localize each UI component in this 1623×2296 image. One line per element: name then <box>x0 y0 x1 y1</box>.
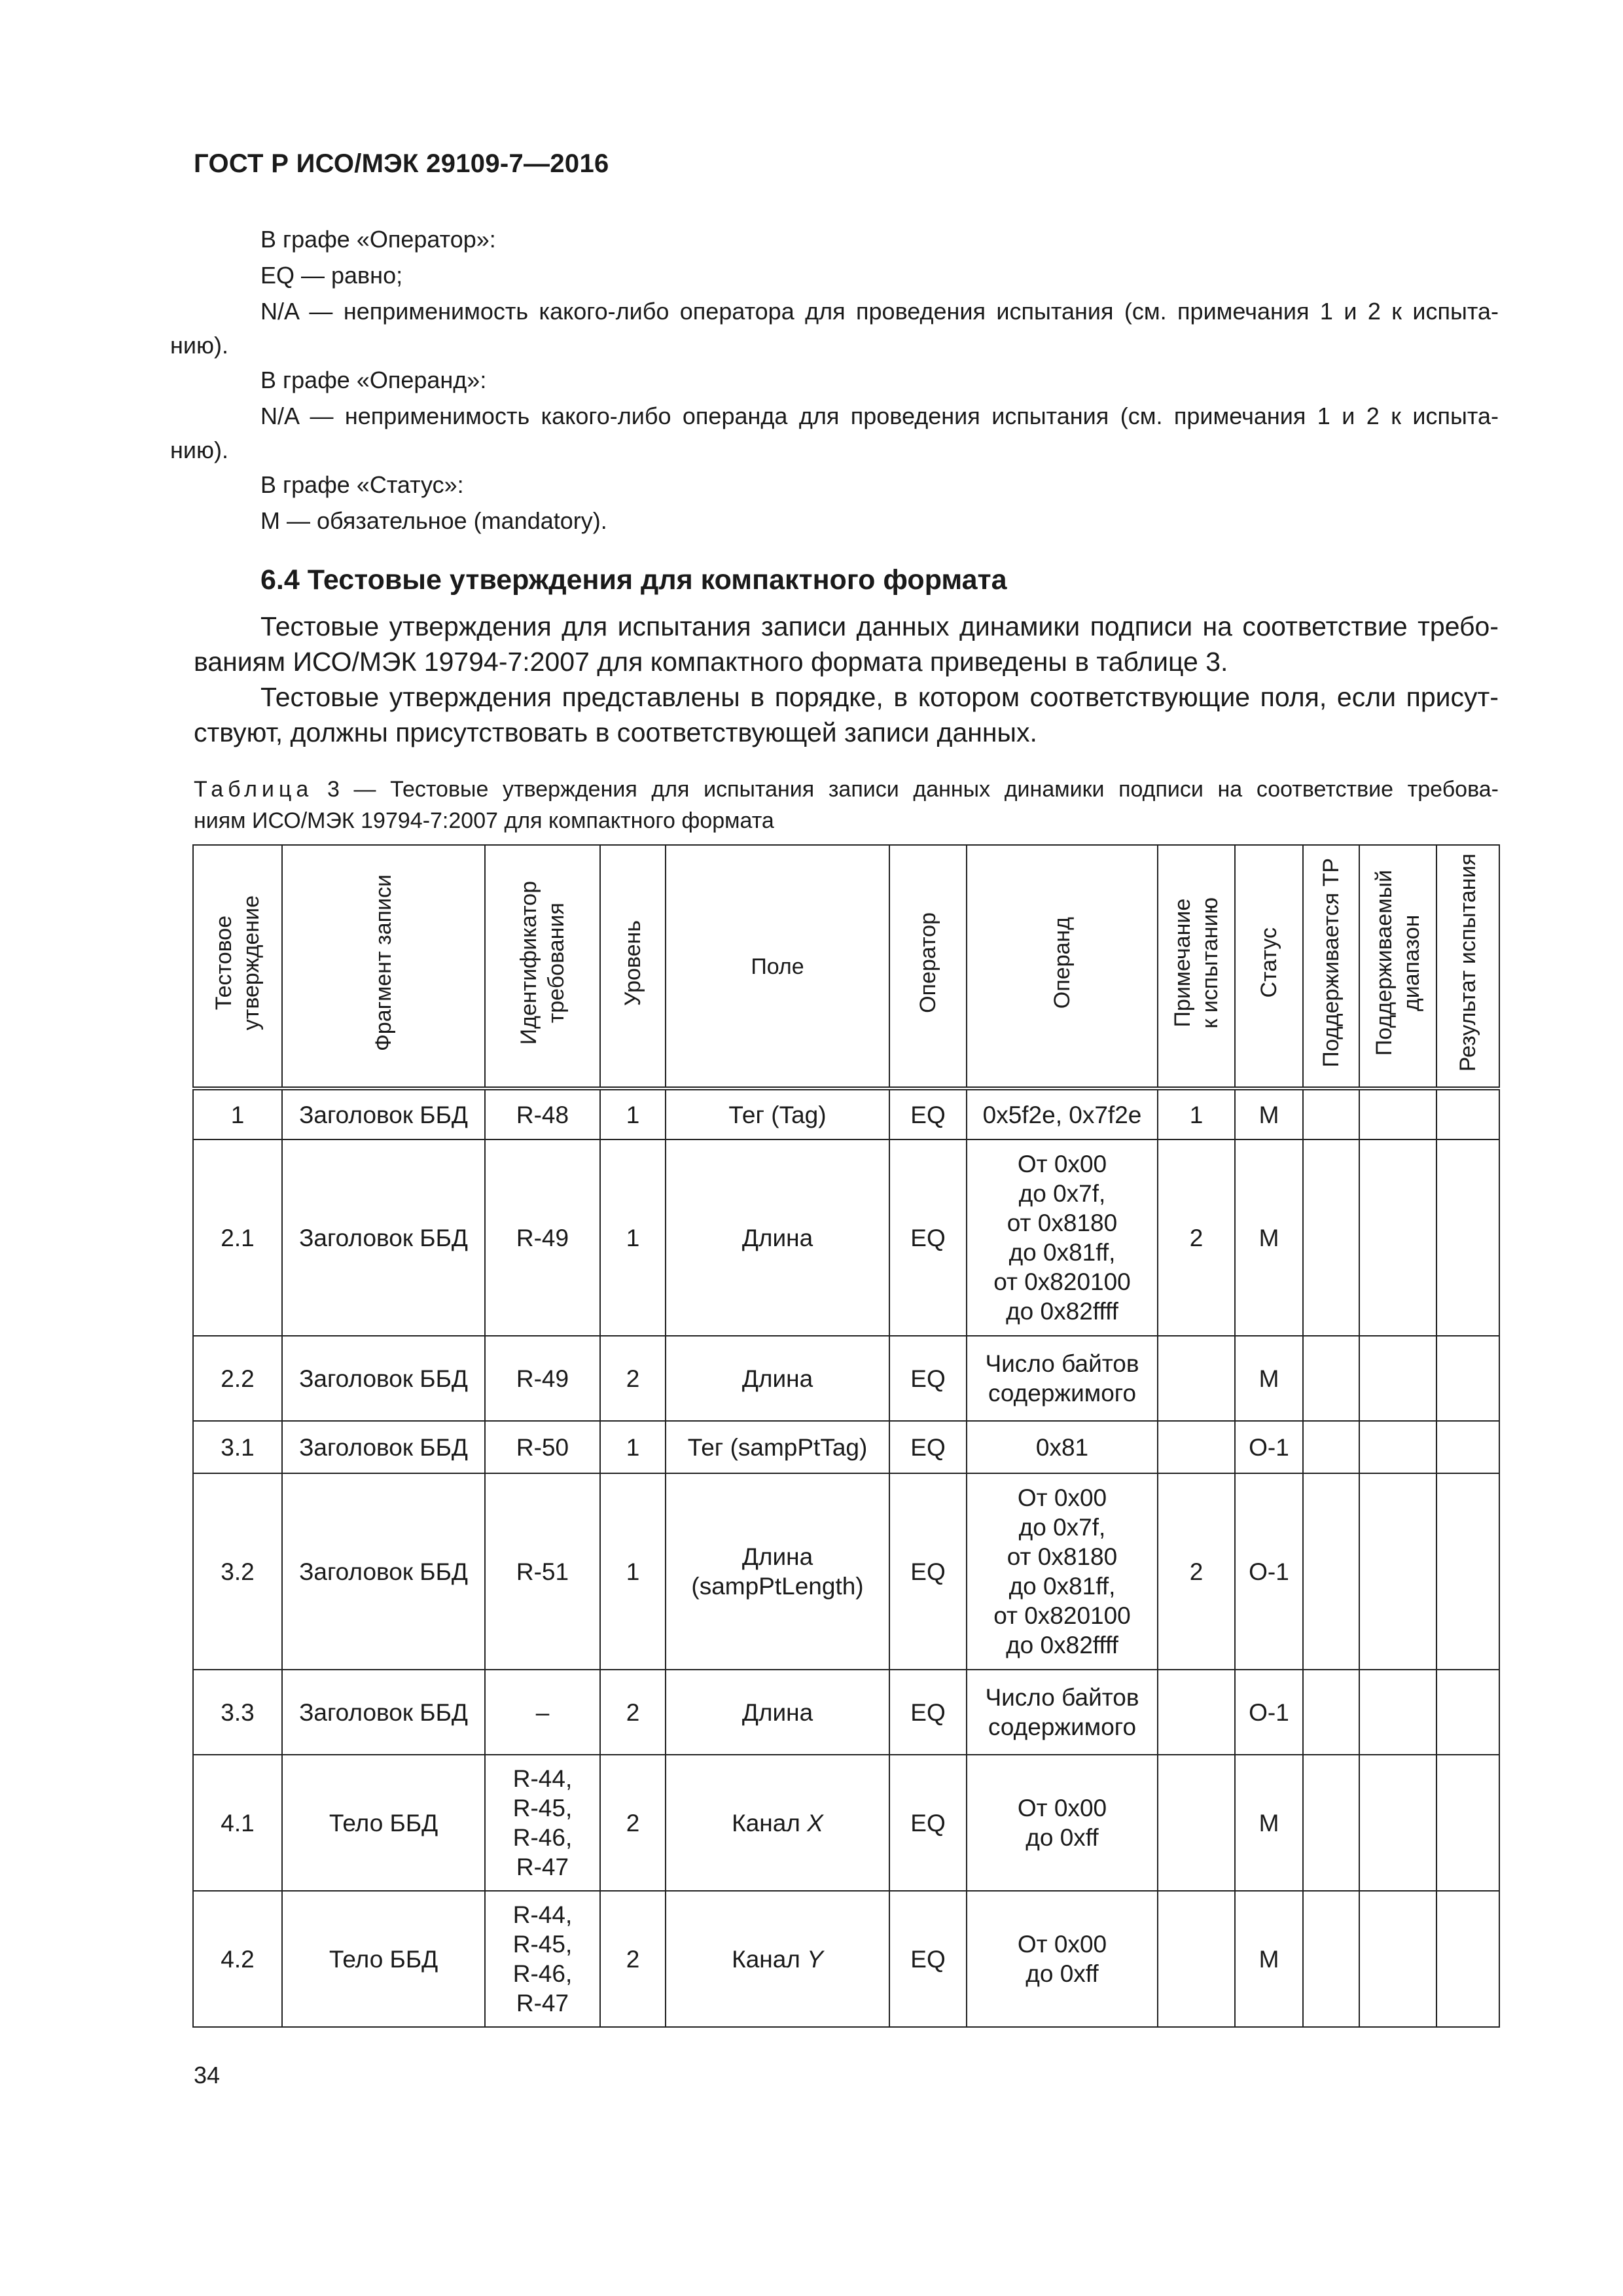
table-row <box>193 1891 1499 2027</box>
header-label: Поле <box>751 954 804 979</box>
table-cell <box>666 1336 889 1421</box>
table-row <box>193 1421 1499 1473</box>
table-cell <box>666 1088 889 1139</box>
table-caption <box>194 774 1499 836</box>
cell-text: Заголовок ББД <box>299 1698 468 1726</box>
cell-text: R-49 <box>516 1365 569 1392</box>
header-cell <box>889 845 967 1088</box>
paragraph-line: Тестовые утверждения для испытания записи данных динамики подписи на соответствие требо- <box>260 611 1499 641</box>
cell-text: Заголовок ББД <box>299 1101 468 1128</box>
channel-letter: Y <box>807 1945 823 1973</box>
cell-text: 4.1 <box>221 1809 255 1837</box>
section-paragraph-1 <box>194 609 1499 679</box>
cell-text: M <box>1258 1101 1279 1128</box>
cell-text: Заголовок ББД <box>299 1224 468 1251</box>
table-row <box>193 1336 1499 1421</box>
table-cell <box>1303 1473 1359 1670</box>
header-cell <box>1303 845 1359 1088</box>
cell-text: EQ <box>910 1945 946 1973</box>
cell-text: R-48 <box>516 1101 569 1128</box>
table-cell <box>666 1755 889 1891</box>
paragraph-status-heading: В графе «Статус»: <box>260 471 464 498</box>
table-cell <box>600 1336 666 1421</box>
table-cell <box>1436 1421 1499 1473</box>
table-cell <box>1436 1139 1499 1336</box>
cell-text: R-44, R-45, R-46, R-47 <box>512 1765 573 1880</box>
table-cell <box>600 1473 666 1670</box>
table-header-row <box>193 845 1499 1088</box>
table-row <box>193 1473 1499 1670</box>
cell-text: Длина <box>741 1365 813 1392</box>
table-cell <box>193 1670 282 1755</box>
cell-text: Длина <box>741 1224 813 1251</box>
page-number: 34 <box>194 2062 221 2089</box>
cell-text: – <box>535 1698 550 1726</box>
table-cell <box>1359 1336 1436 1421</box>
table-cell <box>967 1473 1158 1670</box>
table-cell <box>1235 1670 1303 1755</box>
table-cell <box>193 1473 282 1670</box>
header-label: Поддерживаемый диапазон <box>1372 869 1424 1056</box>
cell-text: Число байтов содержимого <box>985 1350 1139 1407</box>
cell-text: 4.2 <box>221 1945 255 1973</box>
table-cell <box>1303 1755 1359 1891</box>
cell-text: От 0x00 до 0x7f, от 0x8180 до 0x81ff, от 0x820100 до 0x82ffff <box>993 1484 1131 1659</box>
table-cell <box>889 1473 967 1670</box>
table-cell <box>1436 1088 1499 1139</box>
section-paragraph-2 <box>194 679 1499 750</box>
paragraph-mandatory: M — обязательное (mandatory). <box>260 507 607 534</box>
cell-text: 0x5f2e, 0x7f2e <box>982 1101 1142 1128</box>
header-cell <box>1235 845 1303 1088</box>
cell-text: 3.1 <box>221 1433 255 1461</box>
cell-text: 2 <box>1189 1224 1204 1251</box>
table-cell <box>282 1336 485 1421</box>
cell-text: 1 <box>1189 1101 1204 1128</box>
cell-text: M <box>1258 1224 1279 1251</box>
header-label: Результат испытания <box>1455 853 1480 1072</box>
header-label: Операнд <box>1050 916 1075 1009</box>
table-cell <box>282 1891 485 2027</box>
channel-letter: X <box>807 1809 823 1837</box>
cell-text: R-49 <box>516 1224 569 1251</box>
table-cell <box>1158 1088 1235 1139</box>
table-cell <box>1436 1336 1499 1421</box>
caption-text: 3 — Тестовые утверждения для испытания записи данных динамики подписи на соответствие требова- <box>313 777 1499 802</box>
paragraph-line: ствуют, должны присутствовать в соответствующей записи данных. <box>194 717 1037 747</box>
table-cell <box>889 1139 967 1336</box>
cell-text: От 0x00 до 0xff <box>1017 1795 1107 1851</box>
table-cell <box>967 1336 1158 1421</box>
table-cell <box>1303 1421 1359 1473</box>
paragraph-na-operand <box>170 399 1499 467</box>
table-cell <box>1303 1670 1359 1755</box>
cell-text: EQ <box>910 1558 946 1585</box>
table-row <box>193 1670 1499 1755</box>
cell-text: 1 <box>626 1101 640 1128</box>
cell-text: Число байтов содержимого <box>985 1684 1139 1740</box>
cell-text: 2.1 <box>221 1224 255 1251</box>
table-cell <box>485 1891 600 2027</box>
cell-text: Тело ББД <box>329 1809 438 1837</box>
cell-text: 0x81 <box>1035 1433 1089 1461</box>
cell-text: Заголовок ББД <box>299 1365 468 1392</box>
header-cell <box>666 845 889 1088</box>
paragraph-line: Тестовые утверждения представлены в порядке, в котором соответствующие поля, если присут- <box>260 682 1499 712</box>
cell-text: 1 <box>626 1558 640 1585</box>
table-cell <box>967 1088 1158 1139</box>
table-cell <box>282 1421 485 1473</box>
paragraph-line: N/A — неприменимость какого-либо операнда для проведения испытания (см. примечания 1 и 2 к испыта- <box>260 403 1499 429</box>
table-cell <box>282 1670 485 1755</box>
table-cell <box>889 1421 967 1473</box>
table-cell <box>1158 1421 1235 1473</box>
cell-text: EQ <box>910 1433 946 1461</box>
table-cell <box>1359 1088 1436 1139</box>
caption-label: Таблица <box>194 777 313 802</box>
table-cell <box>1436 1755 1499 1891</box>
table-cell <box>282 1755 485 1891</box>
header-label: Оператор <box>916 912 940 1013</box>
table-cell <box>1235 1891 1303 2027</box>
document-header: ГОСТ Р ИСО/МЭК 29109-7—2016 <box>194 149 609 178</box>
paragraph-line: нию). <box>170 437 228 463</box>
cell-text: EQ <box>910 1224 946 1251</box>
table-cell <box>193 1088 282 1139</box>
cell-text: Тело ББД <box>329 1945 438 1973</box>
table-cell <box>1303 1336 1359 1421</box>
cell-text: Длина <box>741 1698 813 1726</box>
table-cell <box>1359 1755 1436 1891</box>
table-cell <box>967 1670 1158 1755</box>
paragraph-eq: EQ — равно; <box>260 262 403 289</box>
table-cell <box>889 1755 967 1891</box>
header-cell <box>600 845 666 1088</box>
table-cell <box>1158 1139 1235 1336</box>
table-cell <box>1235 1421 1303 1473</box>
table-cell <box>1359 1670 1436 1755</box>
table-cell <box>889 1670 967 1755</box>
header-cell <box>282 845 485 1088</box>
table-cell <box>1303 1891 1359 2027</box>
cell-text: 1 <box>626 1433 640 1461</box>
table-cell <box>485 1088 600 1139</box>
table-cell <box>1158 1755 1235 1891</box>
header-label: Статус <box>1257 927 1281 998</box>
cell-text: EQ <box>910 1698 946 1726</box>
table-cell <box>1359 1473 1436 1670</box>
cell-text: M <box>1258 1945 1279 1973</box>
cell-text: 2.2 <box>221 1365 255 1392</box>
table-cell <box>193 1139 282 1336</box>
table-cell <box>193 1336 282 1421</box>
table-cell <box>282 1088 485 1139</box>
table-cell <box>600 1088 666 1139</box>
header-cell <box>1158 845 1235 1088</box>
table-cell <box>1359 1421 1436 1473</box>
cell-text: O-1 <box>1249 1698 1289 1726</box>
table-cell <box>193 1891 282 2027</box>
table-cell <box>1235 1755 1303 1891</box>
table-cell <box>600 1755 666 1891</box>
cell-text: Тег (Tag) <box>728 1101 827 1128</box>
header-label: Примечание к испытанию <box>1170 897 1222 1029</box>
cell-text: От 0x00 до 0x7f, от 0x8180 до 0x81ff, от 0x820100 до 0x82ffff <box>993 1151 1131 1325</box>
caption-line <box>194 774 1499 805</box>
table-row <box>193 1755 1499 1891</box>
header-label: Поддерживается ТР <box>1319 858 1344 1067</box>
table-cell <box>666 1139 889 1336</box>
header-cell <box>1359 845 1436 1088</box>
paragraph-operator-heading: В графе «Оператор»: <box>260 226 496 253</box>
table-cell <box>485 1755 600 1891</box>
paragraph-operand-heading: В графе «Операнд»: <box>260 367 487 393</box>
table-cell <box>1235 1336 1303 1421</box>
table-cell <box>193 1755 282 1891</box>
table-cell <box>1235 1473 1303 1670</box>
table-cell <box>485 1336 600 1421</box>
table-cell <box>282 1473 485 1670</box>
table-cell <box>889 1891 967 2027</box>
cell-text: EQ <box>910 1101 946 1128</box>
paragraph-line: N/A — неприменимость какого-либо оператора для проведения испытания (см. примечания 1 и 2 к испыта- <box>260 298 1499 325</box>
header-cell <box>193 845 282 1088</box>
table-cell <box>666 1421 889 1473</box>
table-cell <box>666 1473 889 1670</box>
cell-text: Заголовок ББД <box>299 1558 468 1585</box>
table-cell <box>967 1755 1158 1891</box>
test-assertions-table <box>192 844 1500 2028</box>
table-cell <box>600 1891 666 2027</box>
table-cell <box>485 1139 600 1336</box>
cell-text: 1 <box>626 1224 640 1251</box>
table-cell <box>485 1473 600 1670</box>
table-cell <box>666 1670 889 1755</box>
cell-text: 3.3 <box>221 1698 255 1726</box>
table-cell <box>1303 1088 1359 1139</box>
paragraph-na-operator <box>170 295 1499 363</box>
table-cell <box>193 1421 282 1473</box>
cell-text: 1 <box>230 1101 245 1128</box>
table-cell <box>1436 1473 1499 1670</box>
paragraph-line: нию). <box>170 332 228 359</box>
section-heading: 6.4 Тестовые утверждения для компактного формата <box>260 564 1007 596</box>
header-cell <box>485 845 600 1088</box>
cell-text: R-44, R-45, R-46, R-47 <box>512 1901 573 2017</box>
cell-text: EQ <box>910 1809 946 1837</box>
table-body <box>193 1088 1499 2027</box>
table-cell <box>1235 1088 1303 1139</box>
cell-text: 2 <box>1189 1558 1204 1585</box>
table-cell <box>282 1139 485 1336</box>
cell-text: 2 <box>626 1365 640 1392</box>
cell-text: M <box>1258 1809 1279 1837</box>
table-cell <box>967 1891 1158 2027</box>
table-cell <box>485 1670 600 1755</box>
cell-text: Длина (sampPtLength) <box>691 1543 864 1600</box>
cell-text: Тег (sampPtTag) <box>687 1433 868 1461</box>
table-row <box>193 1139 1499 1336</box>
table-cell <box>1359 1139 1436 1336</box>
table-cell <box>967 1421 1158 1473</box>
cell-text: 2 <box>626 1809 640 1837</box>
table-cell <box>967 1139 1158 1336</box>
cell-text: От 0x00 до 0xff <box>1017 1931 1107 1987</box>
table-cell <box>600 1139 666 1336</box>
table-cell <box>666 1891 889 2027</box>
table-cell <box>1158 1670 1235 1755</box>
cell-text: 2 <box>626 1945 640 1973</box>
cell-text: O-1 <box>1249 1433 1289 1461</box>
cell-text: 2 <box>626 1698 640 1726</box>
cell-text: O-1 <box>1249 1558 1289 1585</box>
table-cell <box>1436 1891 1499 2027</box>
table-cell <box>889 1336 967 1421</box>
header-label: Уровень <box>620 920 645 1006</box>
cell-text: R-51 <box>516 1558 569 1585</box>
cell-text: 3.2 <box>221 1558 255 1585</box>
cell-text: Заголовок ББД <box>299 1433 468 1461</box>
table-cell <box>889 1088 967 1139</box>
table-cell <box>1235 1139 1303 1336</box>
table-cell <box>1158 1336 1235 1421</box>
header-label: Идентификатор требования <box>516 880 569 1045</box>
cell-text: EQ <box>910 1365 946 1392</box>
table-cell <box>600 1670 666 1755</box>
table-row <box>193 1088 1499 1139</box>
paragraph-line: ваниям ИСО/МЭК 19794-7:2007 для компактного формата приведены в таблице 3. <box>194 647 1228 677</box>
caption-line: ниям ИСО/МЭК 19794-7:2007 для компактного формата <box>194 808 774 833</box>
cell-text: Канал X <box>732 1809 823 1837</box>
table-cell <box>1303 1139 1359 1336</box>
header-cell <box>967 845 1158 1088</box>
table-cell <box>1359 1891 1436 2027</box>
cell-text: R-50 <box>516 1433 569 1461</box>
header-label: Фрагмент записи <box>371 874 396 1052</box>
cell-text: Канал Y <box>732 1945 823 1973</box>
table-cell <box>1158 1473 1235 1670</box>
cell-text: M <box>1258 1365 1279 1392</box>
header-cell <box>1436 845 1499 1088</box>
table-cell <box>1436 1670 1499 1755</box>
table-cell <box>1158 1891 1235 2027</box>
header-label: Тестовое утверждение <box>211 895 264 1031</box>
table-cell <box>485 1421 600 1473</box>
table-cell <box>600 1421 666 1473</box>
